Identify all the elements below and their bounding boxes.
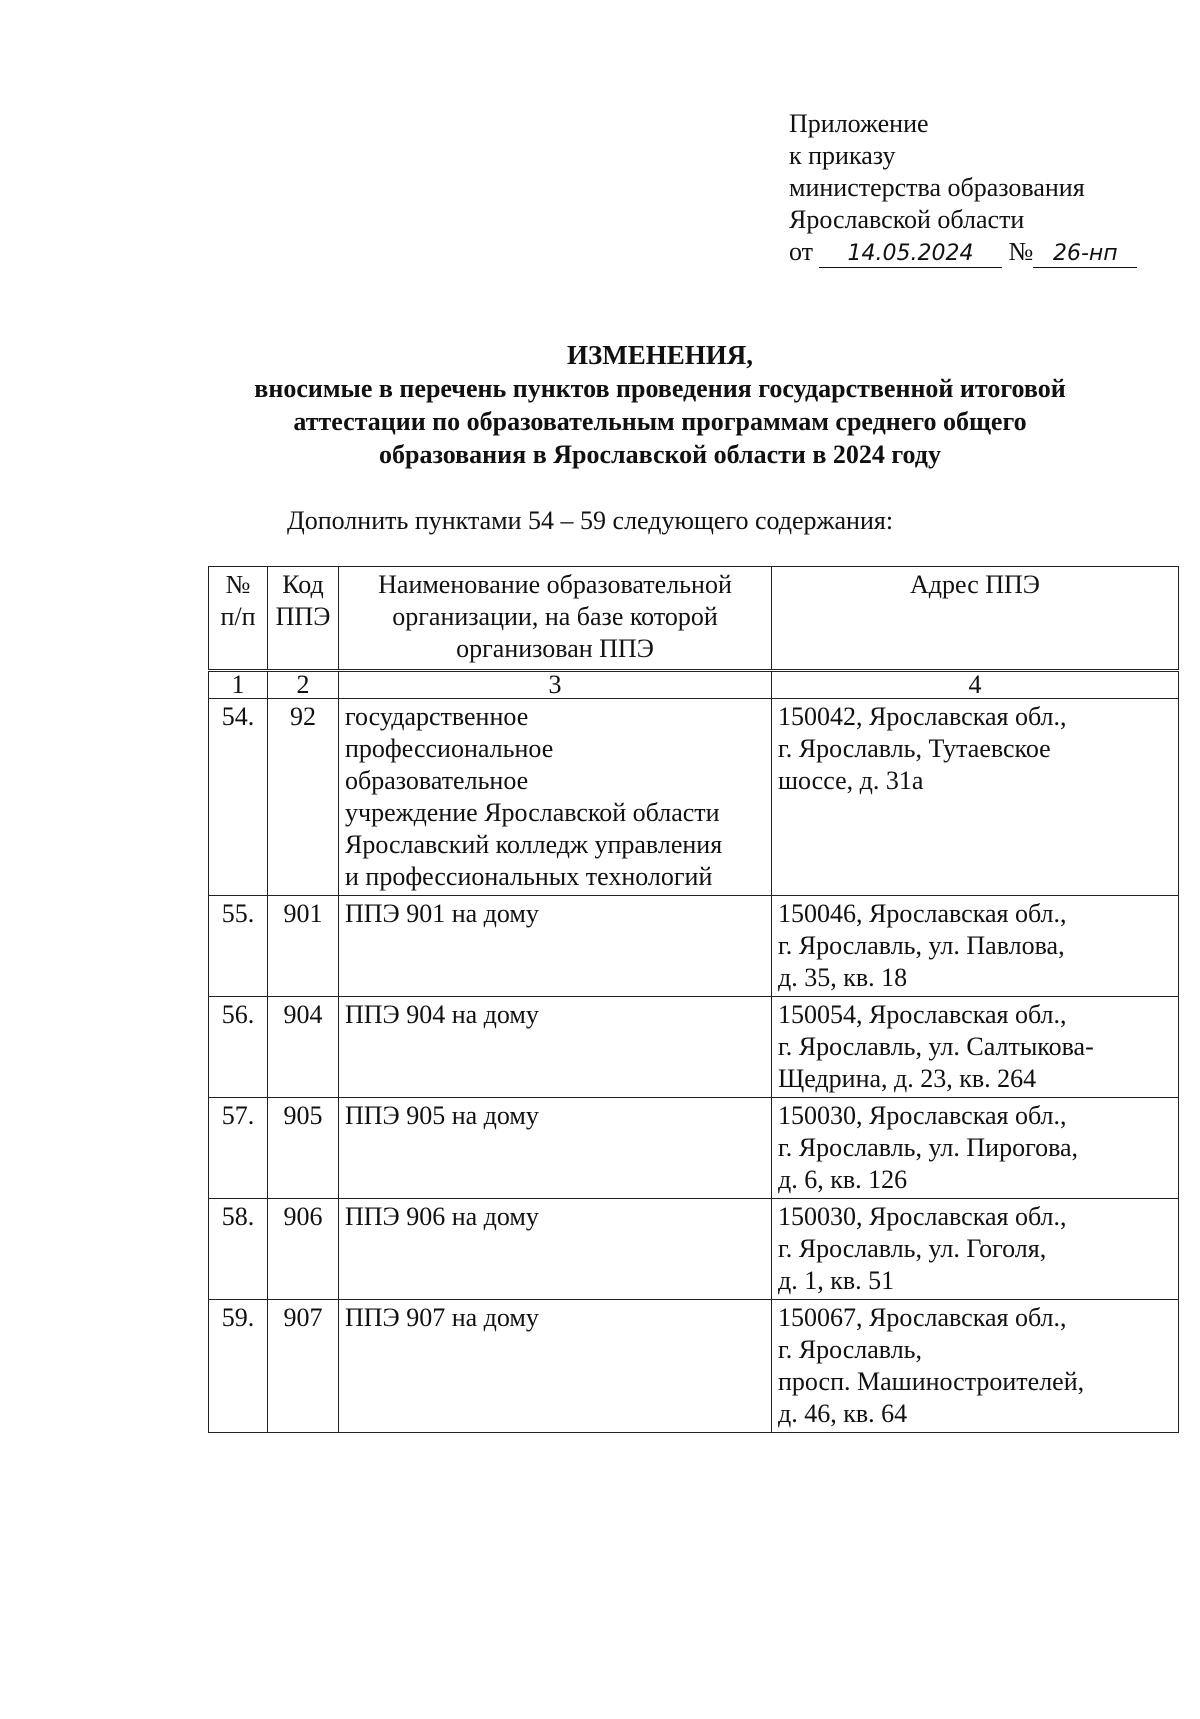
row-number-cell: 59. [209,1300,268,1433]
title-line-2: вносимые в перечень пунктов проведения государственной итоговой [254,374,1066,403]
table-row [209,1098,1179,1199]
ppe-code-cell: 907 [268,1300,339,1433]
row-number-cell: 57. [209,1098,268,1199]
title-line-4: образования в Ярославской области в 2024 году [379,440,941,469]
organization-name-cell [339,997,772,1098]
from-label: от [789,237,814,266]
title-line-3: аттестации по образовательным программам среднего общего [293,407,1027,436]
address-line: 150030, Ярославская обл., [778,1101,1067,1130]
ppe-code-cell: 901 [268,896,339,997]
table-row [209,1300,1179,1433]
appendix-line-3: министерства образования [789,173,1085,202]
table-row [209,699,1179,896]
header-num-line-2: п/п [220,602,256,631]
appendix-line-1: Приложение [789,109,929,138]
address-line: д. 46, кв. 64 [778,1399,908,1428]
column-number: 3 [339,671,772,699]
organization-name-line: ППЭ 907 на дому [345,1303,539,1332]
column-number: 4 [772,671,1179,699]
address-cell [772,1098,1179,1199]
document-title [160,339,1160,471]
organization-name-cell [339,1098,772,1199]
column-number: 1 [209,671,268,699]
ppe-code-cell: 904 [268,997,339,1098]
ppe-table [208,566,1179,1433]
address-cell [772,1300,1179,1433]
ppe-code-cell: 906 [268,1199,339,1300]
organization-name-cell [339,1199,772,1300]
header-name-line-1: Наименование образовательной [378,570,732,599]
address-line: г. Ярославль, ул. Салтыкова- [778,1032,1094,1061]
header-num [209,567,268,671]
header-code-line-1: Код [282,570,324,599]
address-line: шоссе, д. 31а [778,766,924,795]
appendix-date-number-line [789,236,1149,268]
header-name [339,567,772,671]
appendix-block [789,108,1149,268]
organization-name-line: ППЭ 905 на дому [345,1101,539,1130]
address-line: г. Ярославль, ул. Пирогова, [778,1133,1079,1162]
intro-text: Дополнить пунктами 54 – 59 следующего содержания: [287,506,894,535]
organization-name-cell [339,699,772,896]
organization-name-line: государственное [345,702,529,731]
organization-name-line: и профессиональных технологий [345,862,713,891]
appendix-line-4: Ярославской области [789,205,1025,234]
address-line: 150030, Ярославская обл., [778,1202,1067,1231]
header-code [268,567,339,671]
organization-name-line: профессиональное [345,734,554,763]
handwritten-date: 14.05.2024 [819,241,1002,268]
header-name-line-2: организации, на базе которой [392,602,718,631]
row-number-cell: 54. [209,699,268,896]
column-number-row [209,671,1179,699]
title-heading: ИЗМЕНЕНИЯ, [566,340,753,370]
column-number: 2 [268,671,339,699]
organization-name-line: ППЭ 906 на дому [345,1202,539,1231]
header-address-text: Адрес ППЭ [910,570,1040,599]
address-line: 150042, Ярославская обл., [778,702,1067,731]
organization-name-line: образовательное [345,766,529,795]
appendix-line-2: к приказу [789,141,896,170]
address-line: 150046, Ярославская обл., [778,899,1067,928]
address-line: 150067, Ярославская обл., [778,1303,1067,1332]
organization-name-line: ППЭ 901 на дому [345,899,539,928]
row-number-cell: 56. [209,997,268,1098]
organization-name-line: учреждение Ярославской области [345,798,720,827]
organization-name-cell [339,1300,772,1433]
address-cell [772,896,1179,997]
address-cell [772,997,1179,1098]
table-row [209,896,1179,997]
organization-name-line: ППЭ 904 на дому [345,1000,539,1029]
address-line: г. Ярославль, [778,1335,923,1364]
address-line: д. 6, кв. 126 [778,1165,908,1194]
handwritten-order-number: 26-нп [1033,241,1137,268]
address-line: Щедрина, д. 23, кв. 264 [778,1064,1037,1093]
address-line: д. 1, кв. 51 [778,1266,895,1295]
header-name-line-3: организован ППЭ [456,634,654,663]
address-line: д. 35, кв. 18 [778,963,908,992]
address-line: просп. Машиностроителей, [778,1367,1085,1396]
address-line: г. Ярославль, ул. Гоголя, [778,1234,1047,1263]
address-line: 150054, Ярославская обл., [778,1000,1067,1029]
address-line: г. Ярославль, Тутаевское [778,734,1051,763]
organization-name-cell [339,896,772,997]
number-label: № [1008,237,1034,266]
address-cell [772,1199,1179,1300]
table-header-row [209,567,1179,671]
header-code-line-2: ППЭ [275,602,331,631]
ppe-code-cell: 92 [268,699,339,896]
table-row [209,1199,1179,1300]
address-cell [772,699,1179,896]
ppe-code-cell: 905 [268,1098,339,1199]
address-line: г. Ярославль, ул. Павлова, [778,931,1065,960]
row-number-cell: 55. [209,896,268,997]
table-body [209,699,1179,1433]
organization-name-line: Ярославский колледж управления [345,830,723,859]
header-num-line-1: № [225,570,251,599]
table-row [209,997,1179,1098]
row-number-cell: 58. [209,1199,268,1300]
header-address [772,567,1179,671]
